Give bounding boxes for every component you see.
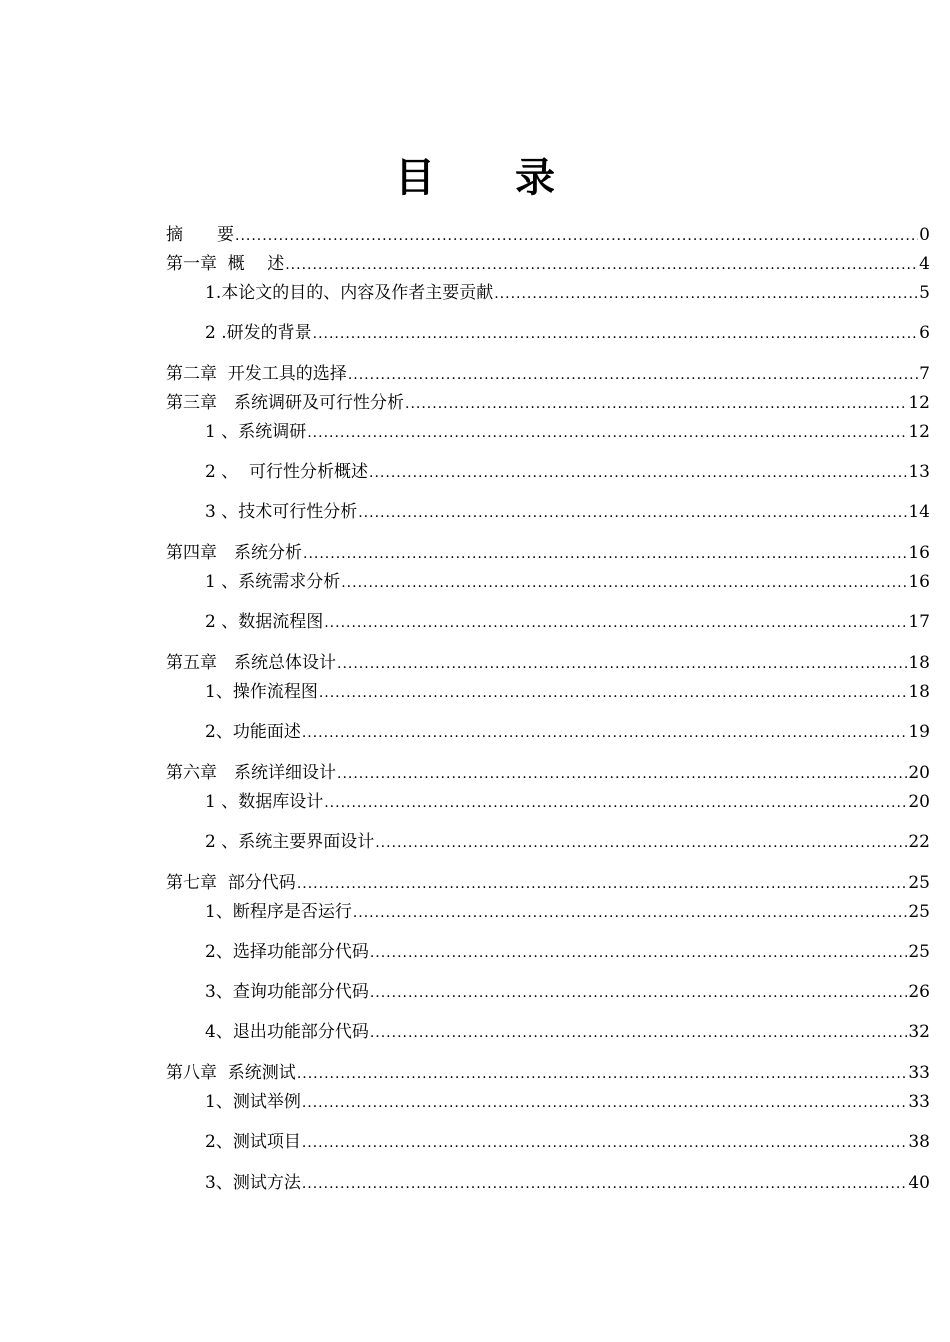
toc-entry bbox=[166, 252, 930, 276]
toc-page-number: 4 bbox=[919, 254, 930, 274]
toc-entry-label: 3、测试方法 bbox=[205, 1173, 301, 1193]
toc-entry-label: 第一章 概 述 bbox=[166, 254, 285, 274]
toc-dot-leader bbox=[341, 571, 907, 595]
toc-entry bbox=[166, 1061, 930, 1085]
toc-subentry bbox=[205, 460, 930, 484]
title-char-1: 目 bbox=[395, 154, 435, 201]
toc-subentry bbox=[205, 1020, 930, 1044]
toc-entry-label: 2 、 可行性分析概述 bbox=[205, 462, 369, 482]
toc-subentry bbox=[205, 720, 930, 744]
toc-entry-label: 第三章 系统调研及可行性分析 bbox=[166, 393, 404, 413]
toc-dot-leader bbox=[353, 901, 908, 925]
toc-page-number: 26 bbox=[908, 982, 930, 1002]
toc-entry bbox=[166, 761, 930, 785]
toc-page-number: 16 bbox=[908, 572, 930, 592]
toc-page-number: 25 bbox=[908, 942, 930, 962]
toc-dot-leader bbox=[297, 872, 908, 896]
toc-page-number: 5 bbox=[919, 283, 930, 303]
toc-page-number: 20 bbox=[908, 792, 930, 812]
toc-subentry bbox=[205, 281, 930, 305]
toc-dot-leader bbox=[302, 1091, 908, 1115]
toc-entry-label: 1、断程序是否运行 bbox=[205, 902, 352, 922]
toc-dot-leader bbox=[494, 282, 918, 306]
toc-entry bbox=[166, 391, 930, 415]
toc-page-number: 14 bbox=[908, 502, 930, 522]
toc-subentry bbox=[205, 900, 930, 924]
toc-page-number: 19 bbox=[908, 722, 930, 742]
toc-dot-leader bbox=[302, 1172, 908, 1196]
toc-entry-label: 1 、系统需求分析 bbox=[205, 572, 341, 592]
toc-dot-leader bbox=[324, 791, 907, 815]
toc-dot-leader bbox=[297, 1062, 908, 1086]
toc-dot-leader bbox=[302, 721, 908, 745]
toc-entry-label: 第六章 系统详细设计 bbox=[166, 763, 336, 783]
toc-subentry bbox=[205, 420, 930, 444]
toc-entry-label: 1.本论文的目的、内容及作者主要贡献 bbox=[205, 283, 494, 303]
toc-entry-label: 1、操作流程图 bbox=[205, 682, 318, 702]
toc-dot-leader bbox=[285, 253, 918, 277]
toc-page-number: 0 bbox=[919, 225, 930, 245]
toc-entry bbox=[166, 362, 930, 386]
page-title bbox=[0, 146, 950, 203]
toc-dot-leader bbox=[375, 831, 907, 855]
toc-page-number: 6 bbox=[919, 323, 930, 343]
toc-page-number: 20 bbox=[908, 763, 930, 783]
toc-dot-leader bbox=[302, 1131, 908, 1155]
toc-page-number: 16 bbox=[908, 543, 930, 563]
toc-page-number: 32 bbox=[908, 1022, 930, 1042]
toc-dot-leader bbox=[337, 652, 907, 676]
toc-subentry bbox=[205, 940, 930, 964]
toc-dot-leader bbox=[307, 421, 907, 445]
toc-dot-leader bbox=[235, 224, 918, 248]
toc-entry-label: 2 .研发的背景 bbox=[205, 323, 312, 343]
toc-dot-leader bbox=[319, 681, 908, 705]
toc-subentry bbox=[205, 570, 930, 594]
toc-dot-leader bbox=[358, 501, 907, 525]
toc-dot-leader bbox=[337, 762, 907, 786]
toc-page-number: 18 bbox=[908, 653, 930, 673]
toc-subentry bbox=[205, 1171, 930, 1195]
toc-page-number: 40 bbox=[908, 1173, 930, 1193]
toc-dot-leader bbox=[369, 461, 907, 485]
toc-entry-label: 第二章 开发工具的选择 bbox=[166, 364, 347, 384]
toc-page-number: 38 bbox=[908, 1132, 930, 1152]
toc-page-number: 33 bbox=[908, 1092, 930, 1112]
toc-dot-leader bbox=[313, 322, 919, 346]
toc-entry bbox=[166, 871, 930, 895]
toc-entry-label: 1、测试举例 bbox=[205, 1092, 301, 1112]
toc-entry-label: 第四章 系统分析 bbox=[166, 543, 302, 563]
toc-subentry bbox=[205, 790, 930, 814]
toc-subentry bbox=[205, 1130, 930, 1154]
toc-page-number: 22 bbox=[908, 832, 930, 852]
toc-subentry bbox=[205, 610, 930, 634]
toc-entry-label: 第八章 系统测试 bbox=[166, 1063, 296, 1083]
toc-entry-label: 2、功能面述 bbox=[205, 722, 301, 742]
toc-entry-label: 2 、数据流程图 bbox=[205, 612, 324, 632]
toc-entry bbox=[166, 651, 930, 675]
toc-entry-label: 2 、系统主要界面设计 bbox=[205, 832, 375, 852]
toc-subentry bbox=[205, 830, 930, 854]
toc-dot-leader bbox=[324, 611, 907, 635]
toc-entry-label: 3、查询功能部分代码 bbox=[205, 982, 369, 1002]
toc-page-number: 25 bbox=[908, 902, 930, 922]
toc-entry bbox=[166, 223, 930, 247]
toc-dot-leader bbox=[405, 392, 907, 416]
toc-dot-leader bbox=[303, 542, 907, 566]
toc-dot-leader bbox=[370, 1021, 908, 1045]
toc-dot-leader bbox=[370, 981, 908, 1005]
toc-entry-label: 2、测试项目 bbox=[205, 1132, 301, 1152]
toc-dot-leader bbox=[348, 363, 918, 387]
toc-entry-label: 第七章 部分代码 bbox=[166, 873, 296, 893]
toc-page-number: 7 bbox=[919, 364, 930, 384]
toc-page-number: 17 bbox=[908, 612, 930, 632]
toc-subentry bbox=[205, 321, 930, 345]
toc-subentry bbox=[205, 1090, 930, 1114]
toc-entry bbox=[166, 541, 930, 565]
toc-page-number: 33 bbox=[908, 1063, 930, 1083]
toc-entry-label: 1 、数据库设计 bbox=[205, 792, 324, 812]
toc-entry-label: 摘 要 bbox=[166, 225, 234, 245]
toc-subentry bbox=[205, 680, 930, 704]
title-char-2: 录 bbox=[515, 154, 555, 201]
toc-page-number: 18 bbox=[908, 682, 930, 702]
toc-dot-leader bbox=[370, 941, 908, 965]
toc-entry-label: 4、退出功能部分代码 bbox=[205, 1022, 369, 1042]
toc-entry-label: 3 、技术可行性分析 bbox=[205, 502, 358, 522]
toc-page-number: 12 bbox=[908, 393, 930, 413]
toc-subentry bbox=[205, 500, 930, 524]
toc-entry-label: 第五章 系统总体设计 bbox=[166, 653, 336, 673]
toc-page-number: 13 bbox=[908, 462, 930, 482]
toc-page-number: 12 bbox=[908, 422, 930, 442]
toc-page-number: 25 bbox=[908, 873, 930, 893]
toc-entry-label: 2、选择功能部分代码 bbox=[205, 942, 369, 962]
toc-subentry bbox=[205, 980, 930, 1004]
toc-entry-label: 1 、系统调研 bbox=[205, 422, 307, 442]
